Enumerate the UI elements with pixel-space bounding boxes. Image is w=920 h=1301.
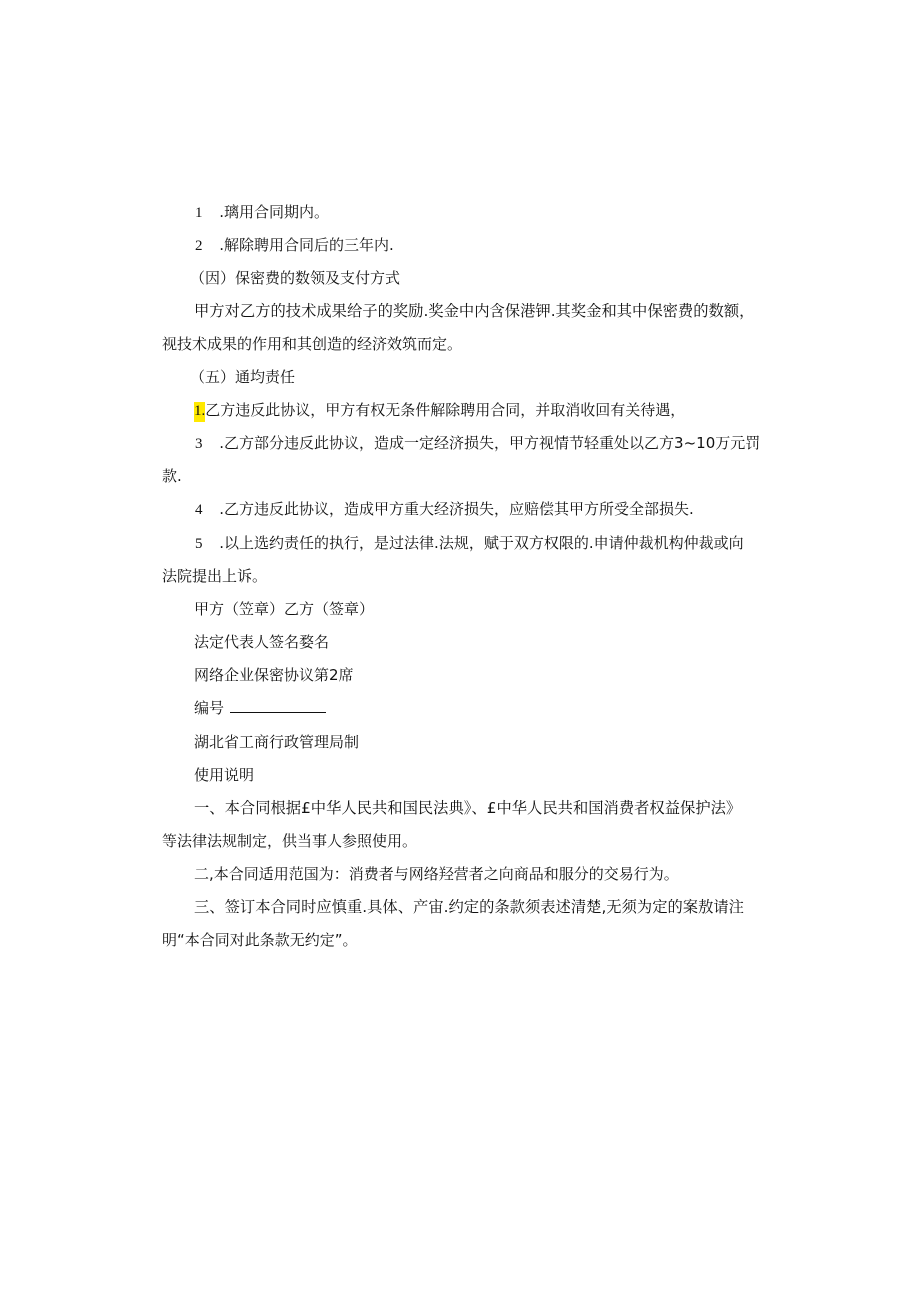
item-text: .璃用合同期内。 xyxy=(219,203,330,221)
document-title-line: 网络企业保密协议第2席 xyxy=(194,666,354,684)
paragraph-line: 等法律法规制定，供当事人参照使用。 xyxy=(162,832,418,850)
legal-representative-line: 法定代表人签名婺名 xyxy=(194,633,330,651)
serial-number-label: 编号 xyxy=(194,699,225,717)
usage-instructions-heading: 使用说明 xyxy=(194,766,255,784)
paragraph-line: 明“本合同对此条款无约定”。 xyxy=(162,931,358,949)
highlighted-number: 1. xyxy=(194,402,205,422)
item-text: .乙方部分违反此协议，造成一定经济损失，甲方视情节轻重处以乙方3~10万元罚 xyxy=(219,434,761,452)
list-item-4 xyxy=(195,499,694,520)
item-number: 1 xyxy=(195,205,203,221)
section-heading-confidentiality-fee: （因）保密费的数领及支付方式 xyxy=(190,269,401,287)
instruction-1-line: 一、本合同根据£中华人民共和国民法典》、£中华人民共和国消费者权益保护法》 xyxy=(194,799,742,817)
paragraph-line: 甲方对乙方的技术成果给子的奖励.奖金中内含保港钾.其奖金和其中保密费的数额， xyxy=(194,302,755,320)
list-item-1-highlighted xyxy=(194,400,685,421)
list-item-3 xyxy=(195,433,760,454)
paragraph-line: 款. xyxy=(162,467,182,485)
instruction-3-line: 三、签订本合同时应慎重.具体、产宙.约定的条款须表述清楚,无须为定的案敖请注 xyxy=(194,898,744,916)
issuer-line: 湖北省工商行政管理局制 xyxy=(194,733,360,751)
instruction-2-line: 二,本合同适用范国为：消费者与网络羟营者之向商品和服分的交易行为。 xyxy=(194,865,679,883)
list-item-2 xyxy=(195,235,394,256)
item-text: 乙方违反此协议，甲方有权无条件解除聘用合同，并取消收回有关待遇， xyxy=(205,401,686,419)
item-number: 4 xyxy=(195,502,203,518)
item-text: .乙方违反此协议，造成甲方重大经济损失，应赔偿其甲方所受全部损失. xyxy=(219,500,694,518)
serial-number-line xyxy=(194,698,326,718)
list-item-5 xyxy=(195,533,744,554)
section-heading-liability: （五）通均责任 xyxy=(190,368,296,386)
paragraph-line: 法院提出上诉。 xyxy=(162,567,268,585)
list-item-1 xyxy=(195,202,329,223)
signature-party-line: 甲方（笠章）乙方（签章） xyxy=(194,600,375,618)
serial-number-blank xyxy=(230,698,326,713)
item-text: .以上选约责任的执行，是过法律.法规，赋于双方权限的.申请仲裁机构仲裁或向 xyxy=(219,534,744,552)
paragraph-line: 视技术成果的作用和其创造的经济效筑而定。 xyxy=(162,335,463,353)
item-number: 3 xyxy=(195,436,203,452)
item-text: .解除聘用合同后的三年内. xyxy=(219,236,394,254)
item-number: 2 xyxy=(195,238,203,254)
item-number: 5 xyxy=(195,536,203,552)
